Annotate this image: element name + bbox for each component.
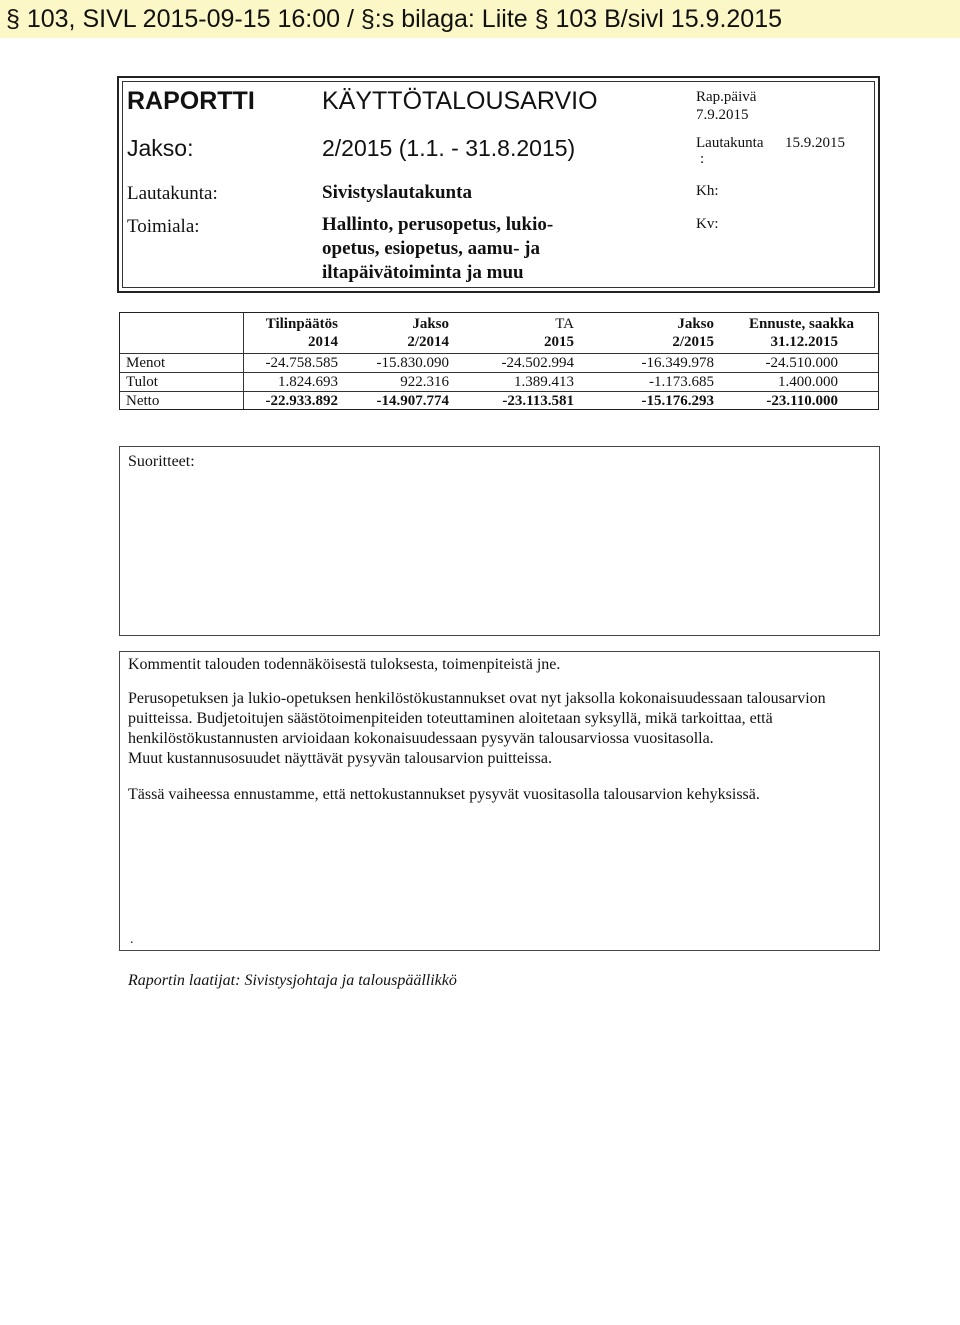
- table-cell: -15.830.090: [376, 355, 449, 371]
- rap-paiva-value: 7.9.2015: [696, 107, 749, 123]
- toimiala-line-2: opetus, esiopetus, aamu- ja: [322, 238, 540, 259]
- lautakunta-date-value: 15.9.2015: [785, 135, 845, 151]
- toimiala-label: Toimiala:: [127, 216, 200, 237]
- table-cell: 1.400.000: [778, 374, 838, 390]
- comments-heading: Kommentit talouden todennäköisestä tuloksesta, toimenpiteistä jne.: [128, 656, 561, 673]
- column-header-year: 2015: [544, 334, 574, 350]
- column-header-year: 31.12.2015: [770, 334, 838, 350]
- finance-table: [119, 312, 879, 410]
- column-header: Jakso: [412, 316, 449, 332]
- suoritteet-label: Suoritteet:: [128, 453, 195, 470]
- comment-conclusion: Tässä vaiheessa ennustamme, että nettokustannukset pysyvät vuositasolla talousarvion kehyksissä.: [128, 786, 760, 803]
- table-cell-total: -23.113.581: [502, 393, 574, 409]
- table-cell: 1.389.413: [514, 374, 574, 390]
- comment-dot: .: [130, 932, 134, 947]
- table-divider: [120, 353, 878, 354]
- toimiala-line-3: iltapäivätoiminta ja muu: [322, 262, 524, 283]
- toimiala-line-1: Hallinto, perusopetus, lukio-: [322, 214, 554, 235]
- document-stamp-banner: § 103, SIVL 2015-09-15 16:00 / §:s bilaga: Liite § 103 B/sivl 15.9.2015: [0, 0, 960, 38]
- column-header-year: 2/2015: [672, 334, 714, 350]
- column-header-year: 2/2014: [407, 334, 449, 350]
- table-cell: -24.502.994: [501, 355, 574, 371]
- kv-label: Kv:: [696, 216, 719, 232]
- comment-line: Muut kustannusosuudet näyttävät pysyvän talousarvion puitteissa.: [128, 750, 552, 767]
- table-cell: -24.510.000: [765, 355, 838, 371]
- rap-paiva-label: Rap.päivä: [696, 89, 757, 105]
- lautakunta-date-label: Lautakunta: [696, 135, 764, 151]
- table-cell-total: -14.907.774: [376, 393, 449, 409]
- lautakunta-date-colon: :: [700, 151, 705, 167]
- report-title: KÄYTTÖTALOUSARVIO: [322, 87, 598, 115]
- column-header: TA: [555, 316, 574, 332]
- table-cell: -1.173.685: [649, 374, 714, 390]
- row-label-netto: Netto: [126, 393, 160, 409]
- comment-line: Perusopetuksen ja lukio-opetuksen henkilöstökustannukset ovat nyt jaksolla kokonaisuudessaan talousarvion: [128, 690, 826, 707]
- report-label: RAPORTTI: [127, 87, 255, 115]
- row-label-tulot: Tulot: [126, 374, 158, 390]
- column-header: Jakso: [677, 316, 714, 332]
- column-header: Tilinpäätös: [265, 316, 338, 332]
- suoritteet-box: [119, 446, 880, 636]
- table-cell: -24.758.585: [265, 355, 338, 371]
- kh-label: Kh:: [696, 183, 719, 199]
- lautakunta-label: Lautakunta:: [127, 183, 218, 204]
- table-cell-total: -23.110.000: [766, 393, 838, 409]
- table-divider: [120, 372, 878, 373]
- lautakunta-value: Sivistyslautakunta: [322, 182, 472, 203]
- comment-line: puitteissa. Budjetoitujen säästötoimenpiteiden toteuttaminen aloitetaan syksyllä, mikä tarkoittaa, että: [128, 710, 773, 727]
- jakso-value: 2/2015 (1.1. - 31.8.2015): [322, 135, 576, 161]
- table-divider: [243, 313, 244, 409]
- comment-line: henkilöstökustannusten arvioidaan kokonaisuudessaan pysyvän talousarviossa vuositasolla.: [128, 730, 714, 747]
- table-cell: -16.349.978: [641, 355, 714, 371]
- table-cell: 1.824.693: [278, 374, 338, 390]
- table-cell-total: -22.933.892: [265, 393, 338, 409]
- jakso-label: Jakso:: [127, 135, 194, 161]
- table-divider: [120, 391, 878, 392]
- row-label-menot: Menot: [126, 355, 166, 371]
- comments-box: [119, 651, 880, 951]
- report-authors: Raportin laatijat: Sivistysjohtaja ja talouspäällikkö: [128, 972, 457, 989]
- column-header-year: 2014: [308, 334, 338, 350]
- table-cell-total: -15.176.293: [641, 393, 714, 409]
- column-header: Ennuste, saakka: [748, 316, 854, 332]
- table-cell: 922.316: [400, 374, 449, 390]
